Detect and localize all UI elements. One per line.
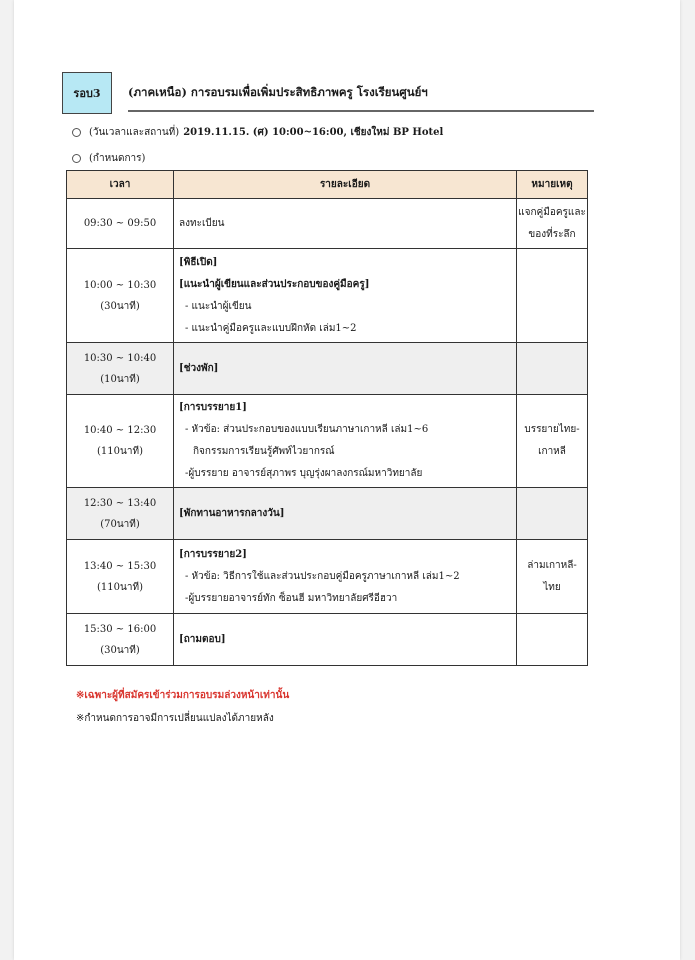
- table-row: [67, 199, 588, 249]
- detail-cell: [174, 249, 517, 343]
- time-cell: [67, 614, 174, 666]
- note-line: แจกคู่มือครูและ: [518, 206, 586, 218]
- note-cell: [517, 249, 588, 343]
- detail-line: [พักทานอาหารกลางวัน]: [179, 507, 285, 519]
- duration: (70นาที): [100, 518, 140, 530]
- agenda-label: (กำหนดการ): [89, 153, 146, 164]
- detail-cell: [174, 540, 517, 614]
- detail-line: - แนะนำคู่มือครูและแบบฝึกหัด เล่ม1~2: [185, 322, 357, 334]
- time-cell: [67, 249, 174, 343]
- agenda-line: [72, 151, 149, 166]
- footnote-schedule-change: ※กำหนดการอาจมีการเปลี่ยนแปลงได้ภายหลัง: [76, 713, 274, 724]
- time-cell: [67, 488, 174, 540]
- document-header: [62, 72, 602, 114]
- time-cell: [67, 199, 174, 249]
- detail-line: [ช่วงพัก]: [179, 362, 219, 374]
- duration: (110นาที): [97, 446, 143, 457]
- document-page: [14, 0, 680, 960]
- detail-line: กิจกรรมการเรียนรู้ศัพท์ไวยากรณ์: [193, 446, 335, 457]
- note-cell: [517, 343, 588, 395]
- detail-line: [การบรรยาย2]: [179, 548, 247, 560]
- detail-cell: [174, 199, 517, 249]
- detail-line: - หัวข้อ: วิธีการใช้และส่วนประกอบคู่มือครูภาษาเกาหลี เล่ม1~2: [185, 570, 460, 582]
- schedule-table: [66, 170, 588, 666]
- note-line: ล่ามเกาหลี-: [527, 559, 577, 571]
- time-range: 10:30 ~ 10:40: [83, 352, 157, 364]
- time-range: 12:30 ~ 13:40: [83, 497, 157, 509]
- note-cell: [517, 540, 588, 614]
- note-cell: [517, 395, 588, 488]
- time-cell: [67, 343, 174, 395]
- time-range: 13:40 ~ 15:30: [83, 560, 157, 572]
- datetime-line: [72, 125, 443, 140]
- detail-cell: [174, 343, 517, 395]
- table-row: [67, 249, 588, 343]
- table-row: [67, 614, 588, 666]
- note-cell: [517, 488, 588, 540]
- table-row: [67, 395, 588, 488]
- datetime-label: (วันเวลาและสถานที่): [89, 127, 180, 138]
- detail-line: - หัวข้อ: ส่วนประกอบของแบบเรียนภาษาเกาหลี เล่ม1~6: [185, 424, 429, 435]
- time-cell: [67, 540, 174, 614]
- header-time: เวลา: [67, 171, 174, 199]
- footnote-registration: ※เฉพาะผู้ที่สมัครเข้าร่วมการอบรมล่วงหน้าเท่านั้น: [76, 690, 290, 701]
- detail-cell: [174, 395, 517, 488]
- header-note: หมายเหตุ: [517, 171, 588, 199]
- detail-line: - แนะนำผู้เขียน: [185, 300, 252, 312]
- table-row: [67, 488, 588, 540]
- header-detail: รายละเอียด: [174, 171, 517, 199]
- note-cell: [517, 614, 588, 666]
- note-line: ไทย: [543, 581, 561, 593]
- detail-line: [ถามตอบ]: [179, 633, 226, 645]
- table-row: [67, 343, 588, 395]
- detail-line: -ผู้บรรยายอาจารย์ทัก ซ็อนฮี มหาวิทยาลัยศรีอีฮวา: [185, 592, 398, 604]
- duration: (30นาที): [100, 300, 140, 312]
- duration: (10นาที): [100, 373, 140, 385]
- note-line: เกาหลี: [538, 446, 566, 457]
- time-range: 10:00 ~ 10:30: [83, 279, 157, 291]
- note-cell: [517, 199, 588, 249]
- detail-line: [พิธีเปิด]: [179, 256, 218, 268]
- note-line: ของที่ระลึก: [528, 228, 576, 240]
- duration: (30นาที): [100, 644, 140, 656]
- detail-line: [การบรรยาย1]: [179, 402, 247, 413]
- duration: (110นาที): [97, 581, 143, 593]
- time-range: 10:40 ~ 12:30: [83, 425, 157, 436]
- time-cell: [67, 395, 174, 488]
- table-row: [67, 540, 588, 614]
- datetime-value: 2019.11.15. (ศ) 10:00~16:00, เชียงใหม่ BP Hotel: [183, 127, 444, 138]
- document-title: (ภาคเหนือ) การอบรมเพื่อเพิ่มประสิทธิภาพครู โรงเรียนศูนย์ฯ: [128, 85, 428, 99]
- detail-line: ลงทะเบียน: [179, 217, 225, 229]
- detail-line: -ผู้บรรยาย อาจารย์สุภาพร บุญรุ่งผาลงกรณ์มหาวิทยาลัย: [185, 468, 423, 479]
- detail-cell: [174, 488, 517, 540]
- circle-bullet-icon: [72, 154, 81, 163]
- detail-line: [แนะนำผู้เขียนและส่วนประกอบของคู่มือครู]: [179, 278, 370, 290]
- circle-bullet-icon: [72, 128, 81, 137]
- title-underline: [128, 110, 594, 112]
- time-range: 09:30 ~ 09:50: [83, 218, 157, 229]
- time-range: 15:30 ~ 16:00: [83, 623, 157, 635]
- round-badge: รอบ3: [62, 72, 112, 114]
- detail-cell: [174, 614, 517, 666]
- note-line: บรรยายไทย-: [524, 424, 580, 435]
- table-header-row: [67, 171, 588, 199]
